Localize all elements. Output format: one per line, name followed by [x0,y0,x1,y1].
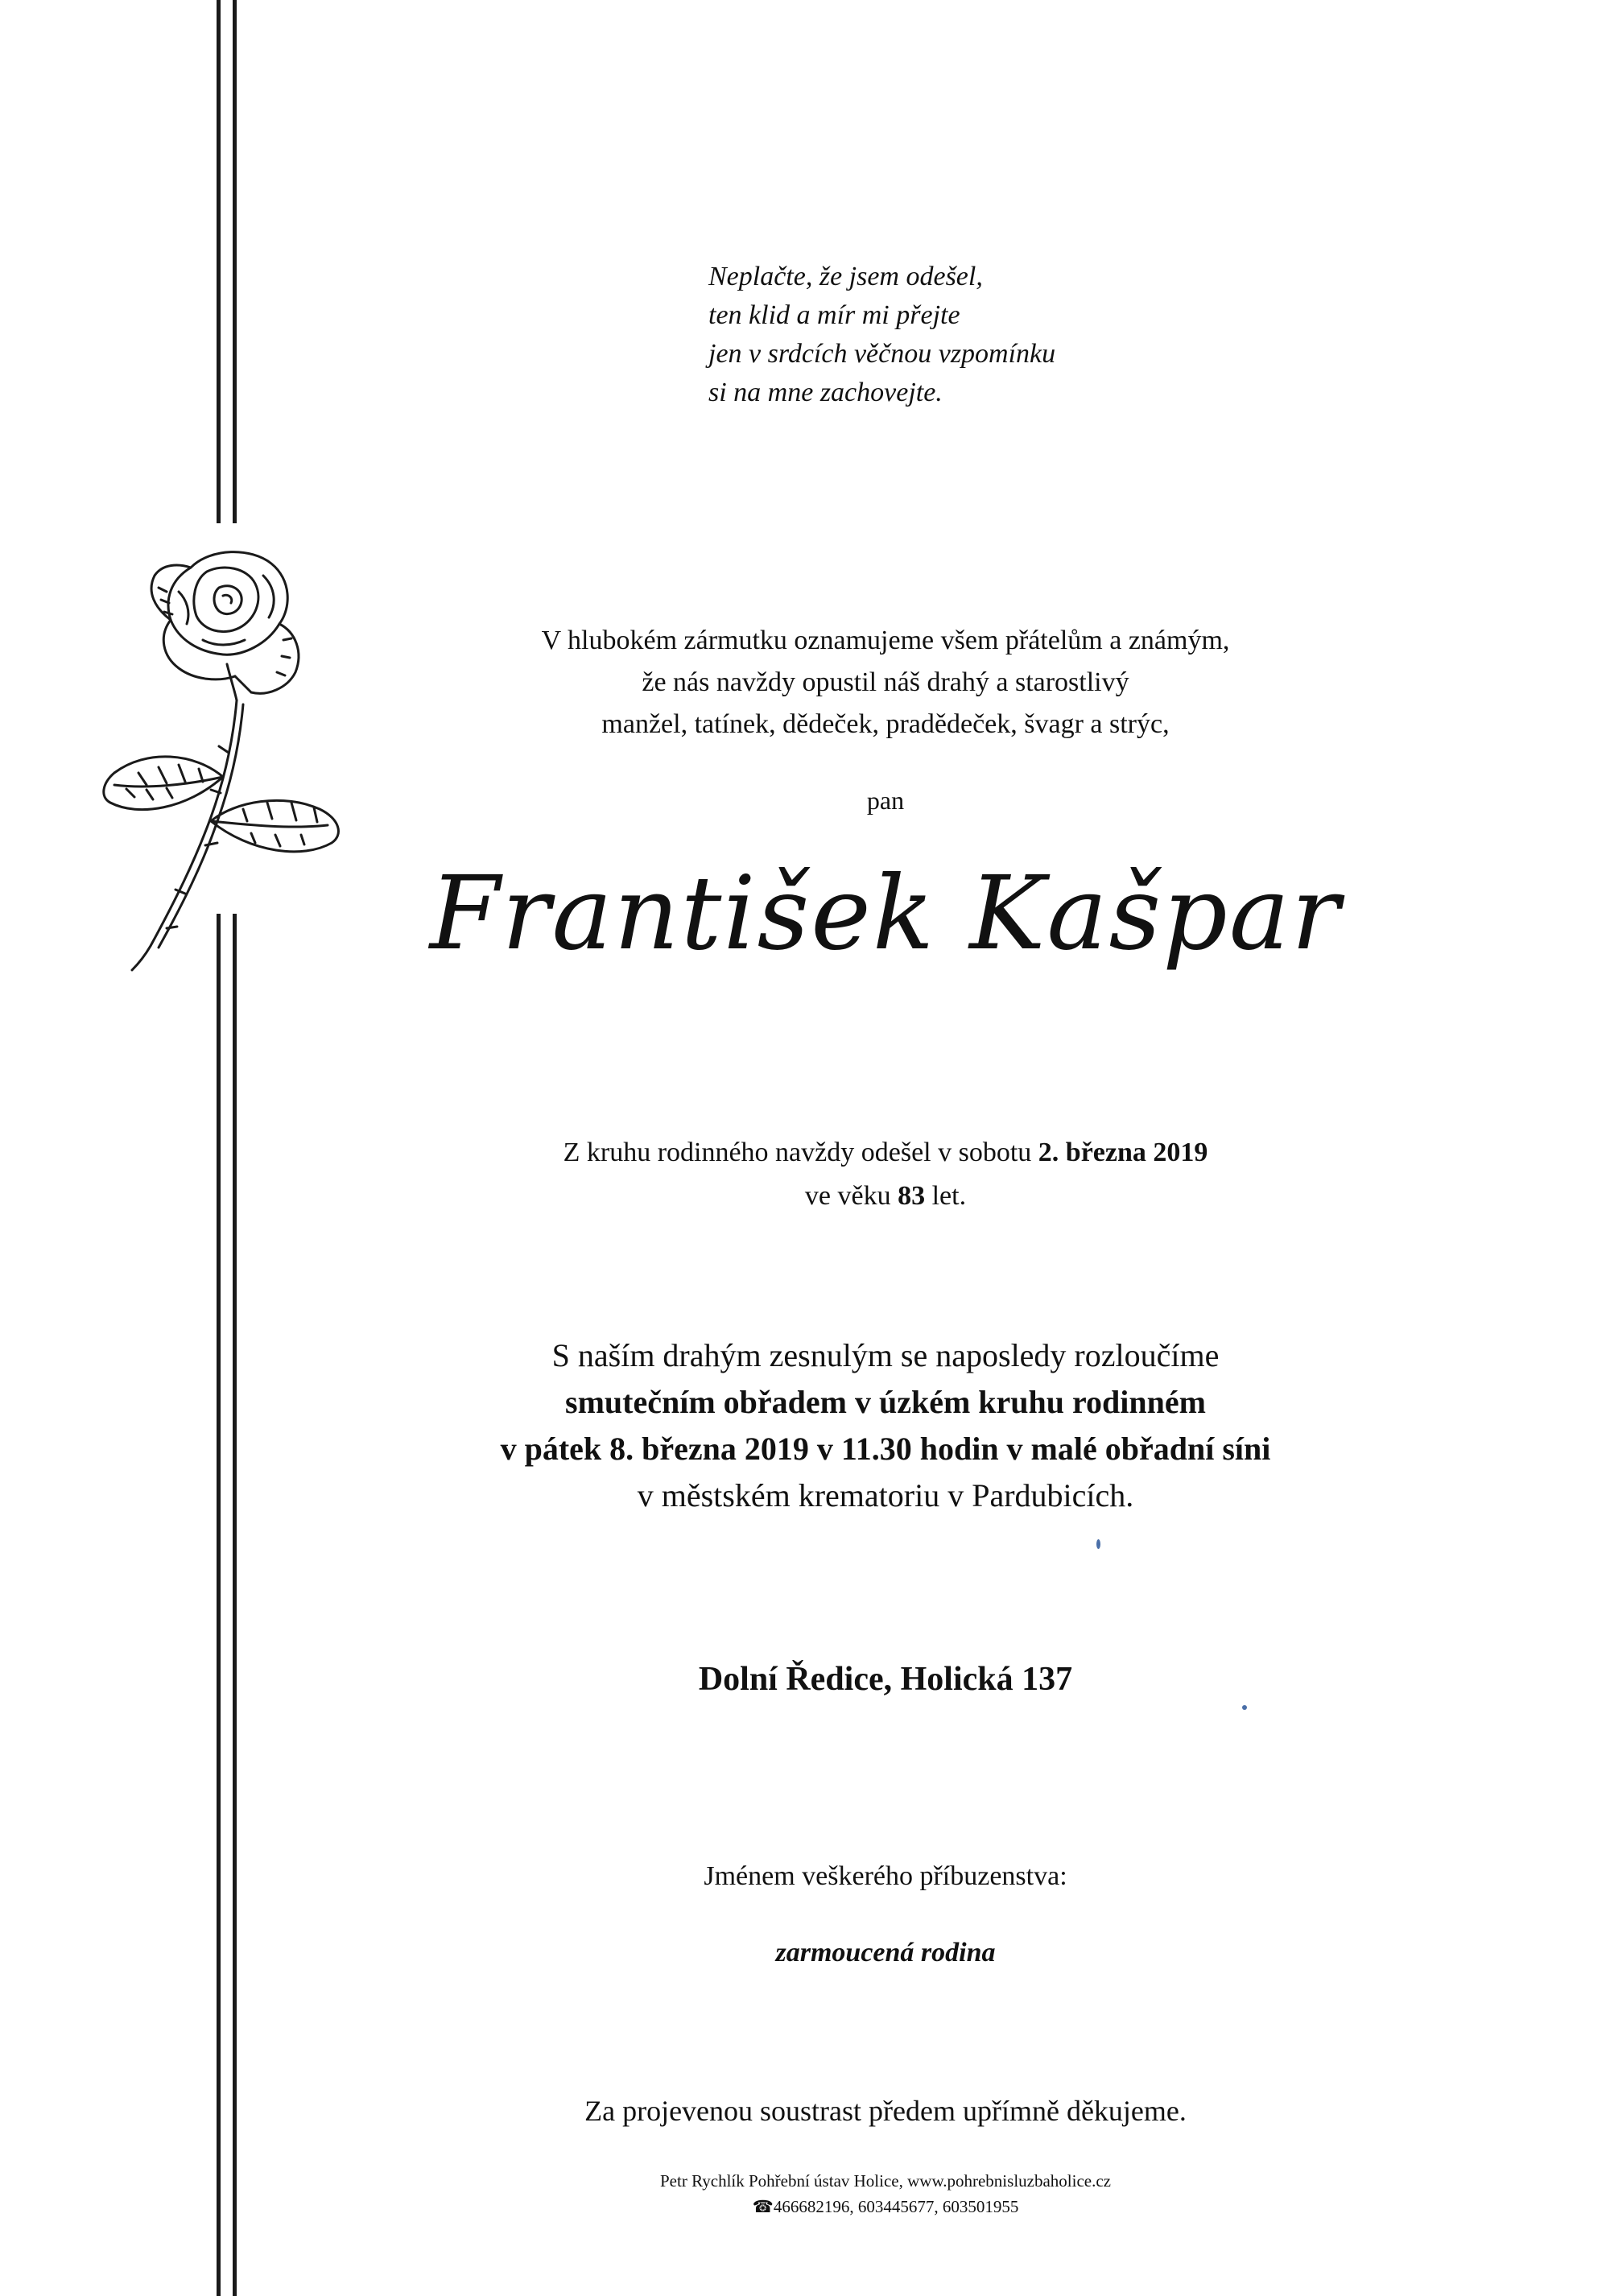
footer-phones [402,2194,1368,2220]
honorific: pan [866,786,905,815]
poem-line: Neplačte, že jsem odešel, [708,262,983,291]
ceremony-line: v městském krematoriu v Pardubicích. [637,1477,1134,1513]
ceremony-line-bold: v pátek 8. března 2019 v 11.30 hodin v malé obřadní síni [500,1431,1271,1467]
vertical-rule-right-top [233,0,237,523]
vertical-rule-left-top [217,0,221,523]
poem [708,258,1055,412]
footer [402,2168,1368,2220]
announcement-line: manžel, tatínek, dědeček, pradědeček, švagr a strýc, [601,709,1170,739]
phone-icon: ☎ [752,2197,774,2216]
poem-line: si na mne zachovejte. [708,378,943,407]
footer-phone-numbers: 466682196, 603445677, 603501955 [773,2197,1019,2216]
ink-speck [1242,1705,1247,1710]
ceremony-line-bold: smutečním obřadem v úzkém kruhu rodinném [565,1384,1206,1420]
death-date-line [402,1131,1368,1175]
announcement-line: V hlubokém zármutku oznamujeme všem přátelům a známým, [541,626,1230,655]
address: Dolní Ředice, Holická 137 [698,1661,1073,1698]
rose-icon [90,543,364,978]
vertical-rule-left-bottom [217,914,221,2296]
death-age-line [402,1175,1368,1218]
death-age-suffix: let. [925,1181,967,1211]
death-age: 83 [898,1181,926,1211]
announcement-line: že nás navždy opustil náš drahý a starostlivý [642,667,1129,697]
poem-line: ten klid a mír mi přejte [708,300,960,330]
poem-line: jen v srdcích věčnou vzpomínku [708,339,1056,369]
on-behalf-label: Jménem veškerého příbuzenstva: [704,1861,1067,1891]
death-date: 2. března 2019 [1038,1138,1208,1167]
signature: zarmoucená rodina [775,1938,996,1968]
death-date-prefix: Z kruhu rodinného navždy odešel v sobotu [563,1138,1038,1167]
announcement [402,620,1368,745]
ink-speck [1096,1539,1100,1549]
ceremony-notice [354,1332,1417,1519]
deceased-name: František Kašpar [429,854,1342,972]
death-notice [402,1131,1368,1218]
vertical-rule-right-bottom [233,914,237,2296]
ceremony-line: S naším drahým zesnulým se naposledy rozloučíme [551,1337,1220,1373]
death-age-prefix: ve věku [804,1181,898,1211]
footer-company: Petr Rychlík Pohřební ústav Holice, www.pohrebnisluzbaholice.cz [660,2171,1111,2191]
thanks: Za projevenou soustrast předem upřímně děkujeme. [584,2095,1187,2127]
